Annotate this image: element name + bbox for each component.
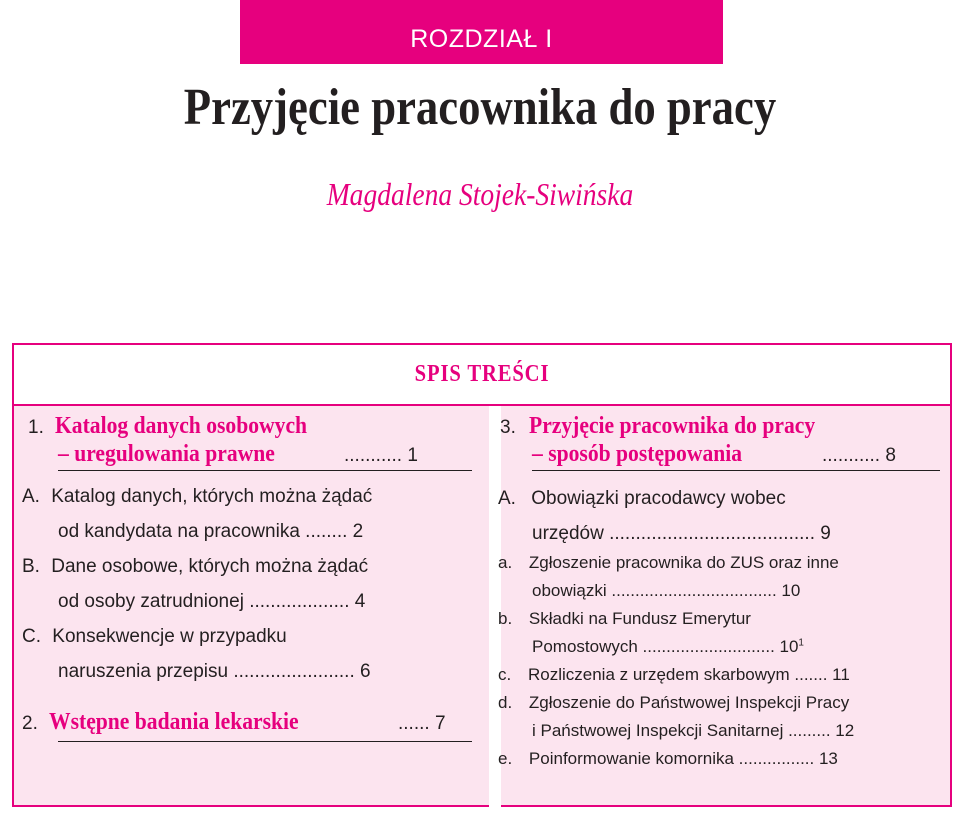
section-title-line2: – uregulowania prawne bbox=[58, 441, 275, 467]
toc-item-a-right[interactable] bbox=[498, 488, 786, 510]
item-label: A. bbox=[22, 486, 40, 507]
column-divider bbox=[489, 406, 501, 807]
subitem-text: Rozliczenia z urzędem skarbowym ....... 11 bbox=[527, 665, 850, 684]
section-number: 1. bbox=[28, 417, 44, 438]
subitem-label: c. bbox=[498, 665, 512, 684]
item-label: C. bbox=[22, 626, 41, 647]
toc-title: SPIS TREŚCI bbox=[414, 361, 550, 387]
section-number: 2. bbox=[22, 713, 38, 734]
table-of-contents bbox=[12, 343, 952, 807]
item-text: Obowiązki pracodawcy wobec bbox=[531, 488, 786, 509]
toc-item-a-right-line2[interactable]: urzędów ....................................... 9 bbox=[532, 523, 831, 544]
toc-subitem-d-line2[interactable]: i Państwowej Inspekcji Sanitarnej ......... 12 bbox=[532, 721, 855, 740]
section-rule bbox=[58, 741, 472, 742]
subitem-text: Zgłoszenie do Państwowej Inspekcji Pracy bbox=[528, 693, 850, 712]
toc-subitem-a-line2[interactable]: obowiązki ................................... 10 bbox=[532, 581, 801, 600]
toc-section-1-line2[interactable] bbox=[58, 441, 299, 468]
toc-subitem-d[interactable] bbox=[498, 693, 849, 713]
toc-subitem-c[interactable] bbox=[498, 665, 850, 685]
section-3-page: ........... 8 bbox=[822, 445, 896, 466]
subitem-text: Pomostowych ............................ 10 bbox=[532, 637, 799, 656]
chapter-title: Przyjęcie pracownika do pracy bbox=[183, 79, 777, 136]
section-rule bbox=[532, 470, 940, 471]
toc-subitem-a[interactable] bbox=[498, 553, 839, 573]
section-title-line1: Przyjęcie pracownika do pracy bbox=[529, 413, 816, 439]
item-label: B. bbox=[22, 556, 40, 577]
toc-subitem-e[interactable] bbox=[498, 749, 838, 769]
section-title-line2: – sposób postępowania bbox=[532, 441, 743, 467]
toc-header bbox=[14, 345, 950, 406]
section-title: Wstępne badania lekarskie bbox=[49, 709, 299, 735]
section-rule bbox=[58, 470, 472, 471]
subitem-label: e. bbox=[498, 749, 513, 768]
toc-subitem-b-line2[interactable] bbox=[532, 637, 804, 657]
footnote-marker: 1 bbox=[798, 637, 804, 649]
section-title-line1: Katalog danych osobowych bbox=[55, 413, 308, 439]
toc-section-1[interactable] bbox=[28, 413, 335, 440]
section-1-page: ........... 1 bbox=[344, 445, 418, 466]
subitem-label: a. bbox=[498, 553, 513, 572]
toc-item-a-line2[interactable]: od kandydata na pracownika ........ 2 bbox=[58, 521, 364, 542]
toc-item-a[interactable] bbox=[22, 486, 372, 508]
subitem-text: Składki na Fundusz Emerytur bbox=[528, 609, 751, 628]
toc-section-2[interactable] bbox=[22, 709, 327, 736]
subitem-label: d. bbox=[498, 693, 513, 712]
toc-section-3[interactable] bbox=[500, 413, 847, 440]
item-text: Katalog danych, których można żądać bbox=[51, 486, 373, 507]
subitem-label: b. bbox=[498, 609, 513, 628]
item-text: Konsekwencje w przypadku bbox=[52, 626, 287, 647]
section-2-page: ...... 7 bbox=[398, 713, 446, 734]
section-number: 3. bbox=[500, 417, 516, 438]
toc-item-b[interactable] bbox=[22, 556, 368, 578]
subitem-text: Zgłoszenie pracownika do ZUS oraz inne bbox=[528, 553, 839, 572]
toc-item-c[interactable] bbox=[22, 626, 287, 648]
toc-item-c-line2[interactable]: naruszenia przepisu ....................... 6 bbox=[58, 661, 371, 682]
author-name: Magdalena Stojek-Siwińska bbox=[326, 176, 634, 212]
item-text: Dane osobowe, których można żądać bbox=[51, 556, 369, 577]
item-label: A. bbox=[498, 488, 516, 509]
chapter-label: ROZDZIAŁ I bbox=[240, 0, 723, 64]
toc-subitem-b[interactable] bbox=[498, 609, 751, 629]
subitem-text: Poinformowanie komornika ................ 13 bbox=[528, 749, 838, 768]
toc-item-b-line2[interactable]: od osoby zatrudnionej ................... 4 bbox=[58, 591, 366, 612]
toc-section-3-line2[interactable] bbox=[532, 441, 765, 468]
